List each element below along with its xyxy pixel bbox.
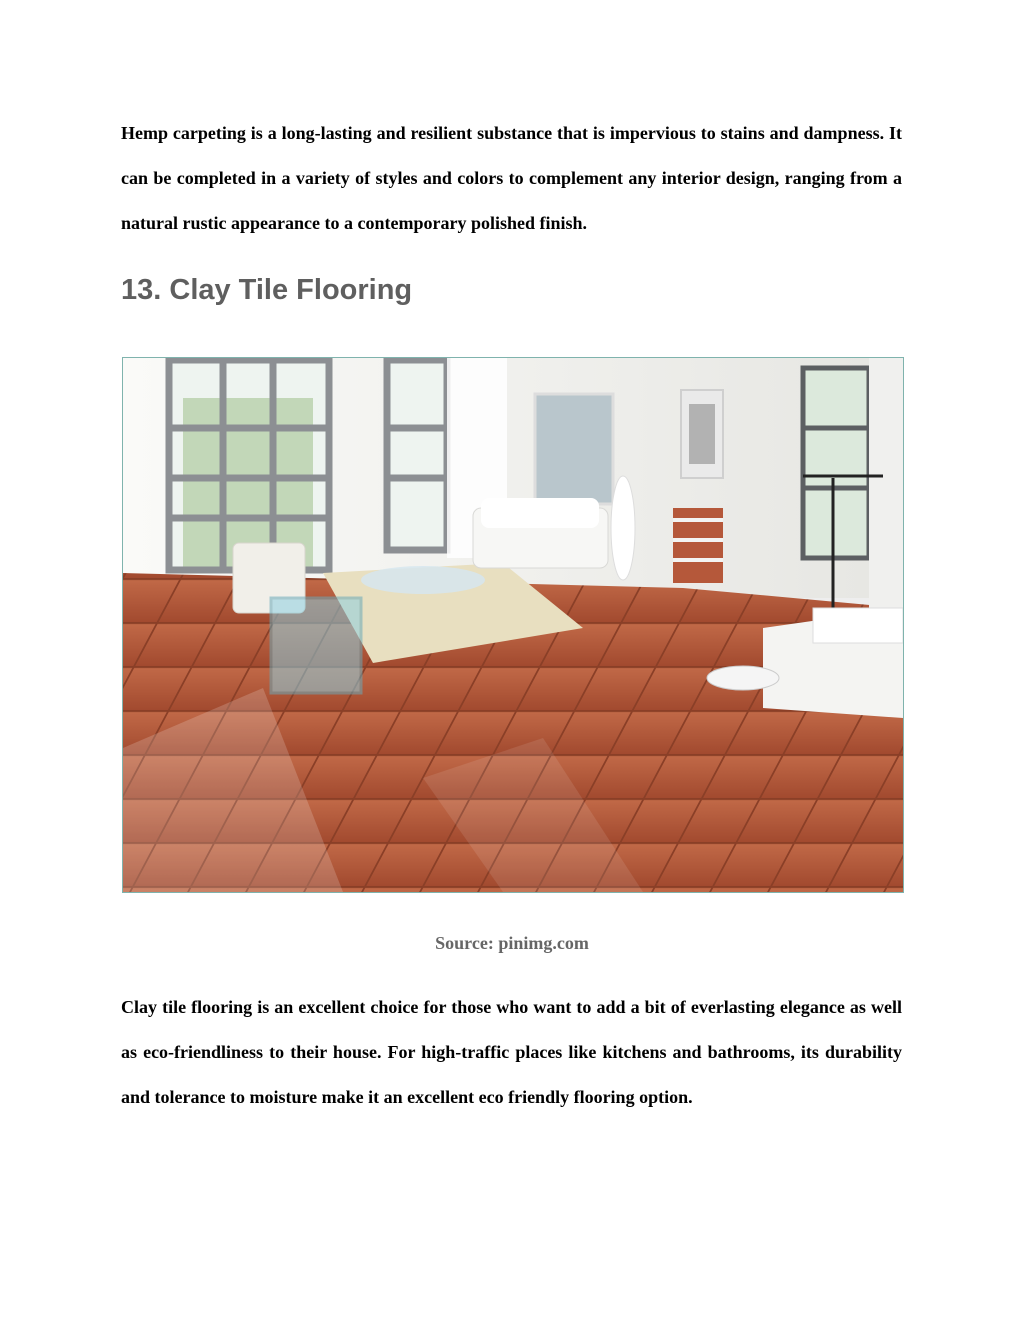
clay-tile-room-photo [122,357,904,893]
clay-tile-paragraph: Clay tile flooring is an excellent choice for those who want to add a bit of everlasting elegance as well as eco-friendliness to their house. For high-traffic places like kitchens and bathrooms, its durability and tolerance to moisture make it an excellent eco friendly flooring option. [121,997,902,1107]
hemp-carpeting-paragraph: Hemp carpeting is a long-lasting and resilient substance that is impervious to stains and dampness. It can be completed in a variety of styles and colors to complement any interior design, ranging from a natural rustic appearance to a contemporary polished finish. [121,123,902,233]
image-source-caption: Source: pinimg.com [435,933,589,953]
section-heading: 13. Clay Tile Flooring [121,274,413,306]
